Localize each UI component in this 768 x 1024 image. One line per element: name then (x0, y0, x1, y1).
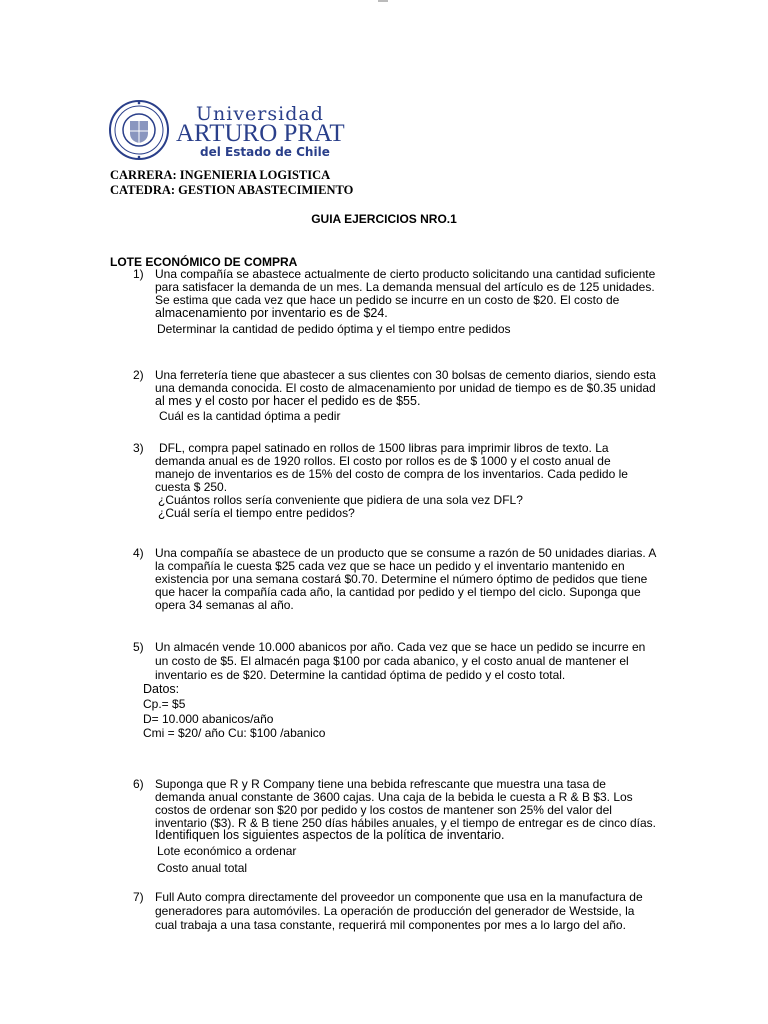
exercise-line: opera 34 semanas al año. (155, 598, 294, 612)
exercise-number: 7) (133, 890, 144, 904)
data-line: D= 10.000 abanicos/año (143, 712, 274, 726)
catedra-line: CATEDRA: GESTION ABASTECIMIENTO (110, 183, 354, 197)
exercise-line: un costo de $5. El almacén paga $100 por cada abanico, y el costo anual de mantener el (155, 654, 629, 668)
exercise-line: Una compañía se abastece actualmente de cierto producto solicitando una cantidad suficiente (155, 267, 656, 281)
exercise-line: la compañía le cuesta $25 cada vez que se hace un pedido y el inventario mantenido en (155, 559, 625, 573)
exercise-line: que hacer la compañía cada año, la cantidad por pedido y el tiempo del ciclo. Suponga que (155, 585, 641, 599)
exercise-line: costos de ordenar son $20 por pedido y los costos de mantener son 25% del valor del (155, 803, 612, 817)
exercise-line: Se estima que cada vez que hace un pedido se incurre en un costo de $20. El costo de (155, 293, 620, 307)
exercise-question: ¿Cuál sería el tiempo entre pedidos? (158, 506, 355, 520)
exercise-line: Un almacén vende 10.000 abanicos por año. Cada vez que se hace un pedido se incurre en (155, 640, 646, 654)
exercise-line: manejo de inventarios es de 15% del costo de compra de los inventarios. Cada pedido le (155, 467, 628, 481)
exercise-line: una demanda conocida. El costo de almacenamiento por unidad de tiempo es de $0.35 unidad (155, 381, 656, 395)
exercise-number: 3) (133, 441, 144, 455)
logo-text-arturo-prat: ARTURO PRAT (176, 120, 345, 147)
exercise-line: cuesta $ 250. (155, 480, 228, 494)
exercise-line: generadores para automóviles. La operación de producción del generador de Westside, la (155, 904, 635, 918)
exercise-line: DFL, compra papel satinado en rollos de 1500 libras para imprimir libros de texto. La (159, 441, 609, 455)
exercise-number: 4) (133, 546, 144, 560)
exercise-line: inventario es de $20. Determine la cantidad óptima de pedido y el costo total. (155, 668, 566, 682)
carrera-line: CARRERA: INGENIERIA LOGISTICA (110, 168, 331, 182)
exercise-line: inventario ($3). R & B tiene 250 días hábiles anuales, y el tiempo de entregar es de cinco días. (155, 816, 656, 830)
exercise-question: Cuál es la cantidad óptima a pedir (159, 409, 341, 423)
exercise-line: Una compañía se abastece de un producto que se consume a razón de 50 unidades diarias. A (155, 546, 657, 560)
exercise-number: 2) (133, 368, 144, 382)
page-edge-mark (378, 0, 388, 2)
university-seal-icon (108, 99, 170, 161)
exercise-item: Costo anual total (157, 861, 248, 875)
exercise-line: demanda anual es de 1920 rollos. El costo por rollos es de $ 1000 y el costo anual de (155, 454, 611, 468)
exercise-item: Lote económico a ordenar (157, 844, 297, 858)
exercise-number: 6) (133, 777, 144, 791)
exercise-line: Una ferretería tiene que abastecer a sus clientes con 30 bolsas de cemento diarios, siendo esta (155, 368, 656, 382)
exercise-line: Full Auto compra directamente del proveedor un componente que usa en la manufactura de (155, 890, 643, 904)
university-logo (108, 99, 348, 161)
data-line: Cmi = $20/ año Cu: $100 /abanico (143, 726, 326, 740)
exercise-number: 5) (133, 640, 144, 654)
exercise-line: demanda anual constante de 3600 cajas. Una caja de la bebida le cuesta a R & B $3. Los (155, 790, 633, 804)
exercise-line: existencia por una semana costará $0.70. Determine el número óptimo de pedidos que tiene (155, 572, 648, 586)
exercise-line: Suponga que R y R Company tiene una bebida refrescante que muestra una tasa de (155, 777, 606, 791)
exercise-line: almacenamiento por inventario es de $24. (155, 306, 388, 320)
exercise-line: al mes y el costo por hacer el pedido es de $55. (155, 394, 421, 408)
exercise-line: para satisfacer la demanda de un mes. La demanda mensual del artículo es de 125 unidades. (155, 280, 655, 294)
data-title: Datos: (143, 682, 180, 696)
exercise-number: 1) (133, 267, 144, 281)
exercise-question: ¿Cuántos rollos sería conveniente que pidiera de una sola vez DFL? (158, 493, 523, 507)
exercise-line: cual trabaja a una tasa constante, requerirá mil componentes por mes a lo largo del año. (155, 918, 626, 932)
exercise-line: Identifiquen los siguientes aspectos de la política de inventario. (155, 828, 505, 842)
guide-title: GUIA EJERCICIOS NRO.1 (311, 212, 457, 226)
logo-text-universidad: Universidad (196, 103, 324, 125)
exercise-question: Determinar la cantidad de pedido óptima y el tiempo entre pedidos (157, 322, 511, 336)
data-line: Cp.= $5 (143, 697, 186, 711)
logo-text-estado: del Estado de Chile (200, 145, 330, 159)
section-title: LOTE ECONÓMICO DE COMPRA (110, 255, 298, 269)
